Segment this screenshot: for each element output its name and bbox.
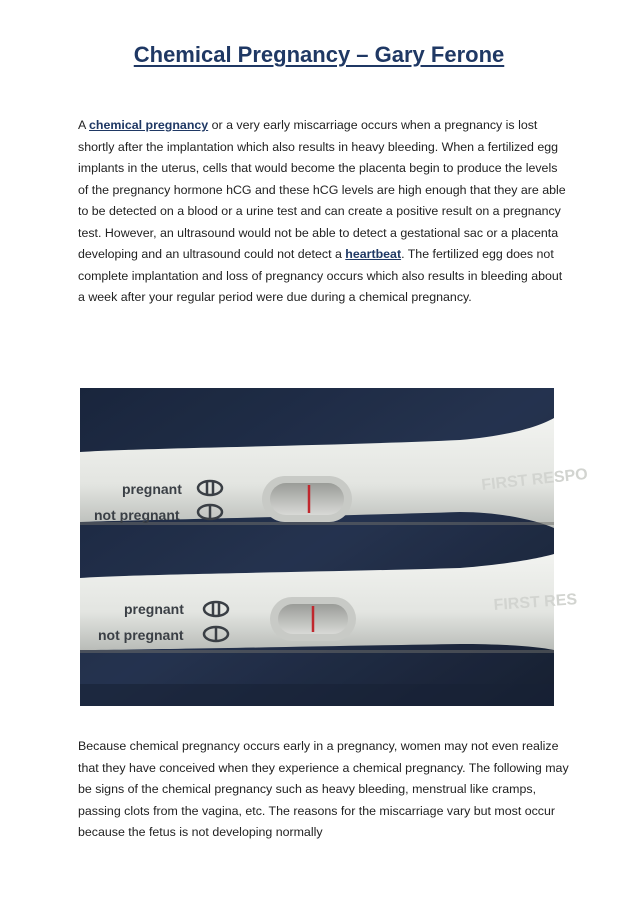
test2-brand-logo: FIRST RES — [493, 591, 578, 614]
page-title: Chemical Pregnancy – Gary Ferone — [133, 42, 505, 67]
intro-text-suffix: . The fertilized egg does not complete implantation and loss of pregnancy occurs which also results in bleeding about a week after your regular period were due during a chemical pregnancy. — [78, 247, 563, 304]
intro-text-middle: or a very early miscarriage occurs when a pregnancy is lost shortly after the implantation which also results in heavy bleeding. When a fertilized egg implants in the uterus, cells that would become the placenta begin to produce the levels of the pregnancy hormone hCG and these hCG levels are high enough that they are able to be detected on a blood or a urine test and can create a positive result on a pregnancy test. However, an ultrasound would not be able to detect a gestational sac or a placenta developing and an ultrasound could not detect a — [78, 118, 566, 261]
chemical-pregnancy-link[interactable]: chemical pregnancy — [89, 118, 209, 132]
pregnancy-tests-photo — [80, 388, 589, 706]
test2-not-pregnant-label: not pregnant — [98, 627, 184, 643]
intro-paragraph — [78, 115, 570, 309]
test1-brand-logo: FIRST RESPO — [480, 465, 589, 494]
test1-not-pregnant-label: not pregnant — [94, 507, 180, 523]
test2-pregnant-label: pregnant — [124, 601, 184, 617]
test1-pregnant-label: pregnant — [122, 481, 182, 497]
test2-result-window — [270, 597, 356, 641]
intro-text-prefix: A — [78, 118, 90, 132]
test1-result-window — [262, 476, 352, 522]
signs-paragraph: Because chemical pregnancy occurs early in a pregnancy, women may not even realize that they have conceived when they experience a chemical pregnancy. The following may be signs of the chemical pregnancy such as heavy bleeding, menstrual like cramps, passing clots from the vagina, etc. The reasons for the miscarriage vary but most occur because the fetus is not developing normally — [78, 739, 569, 839]
heartbeat-link[interactable]: heartbeat — [345, 247, 402, 261]
